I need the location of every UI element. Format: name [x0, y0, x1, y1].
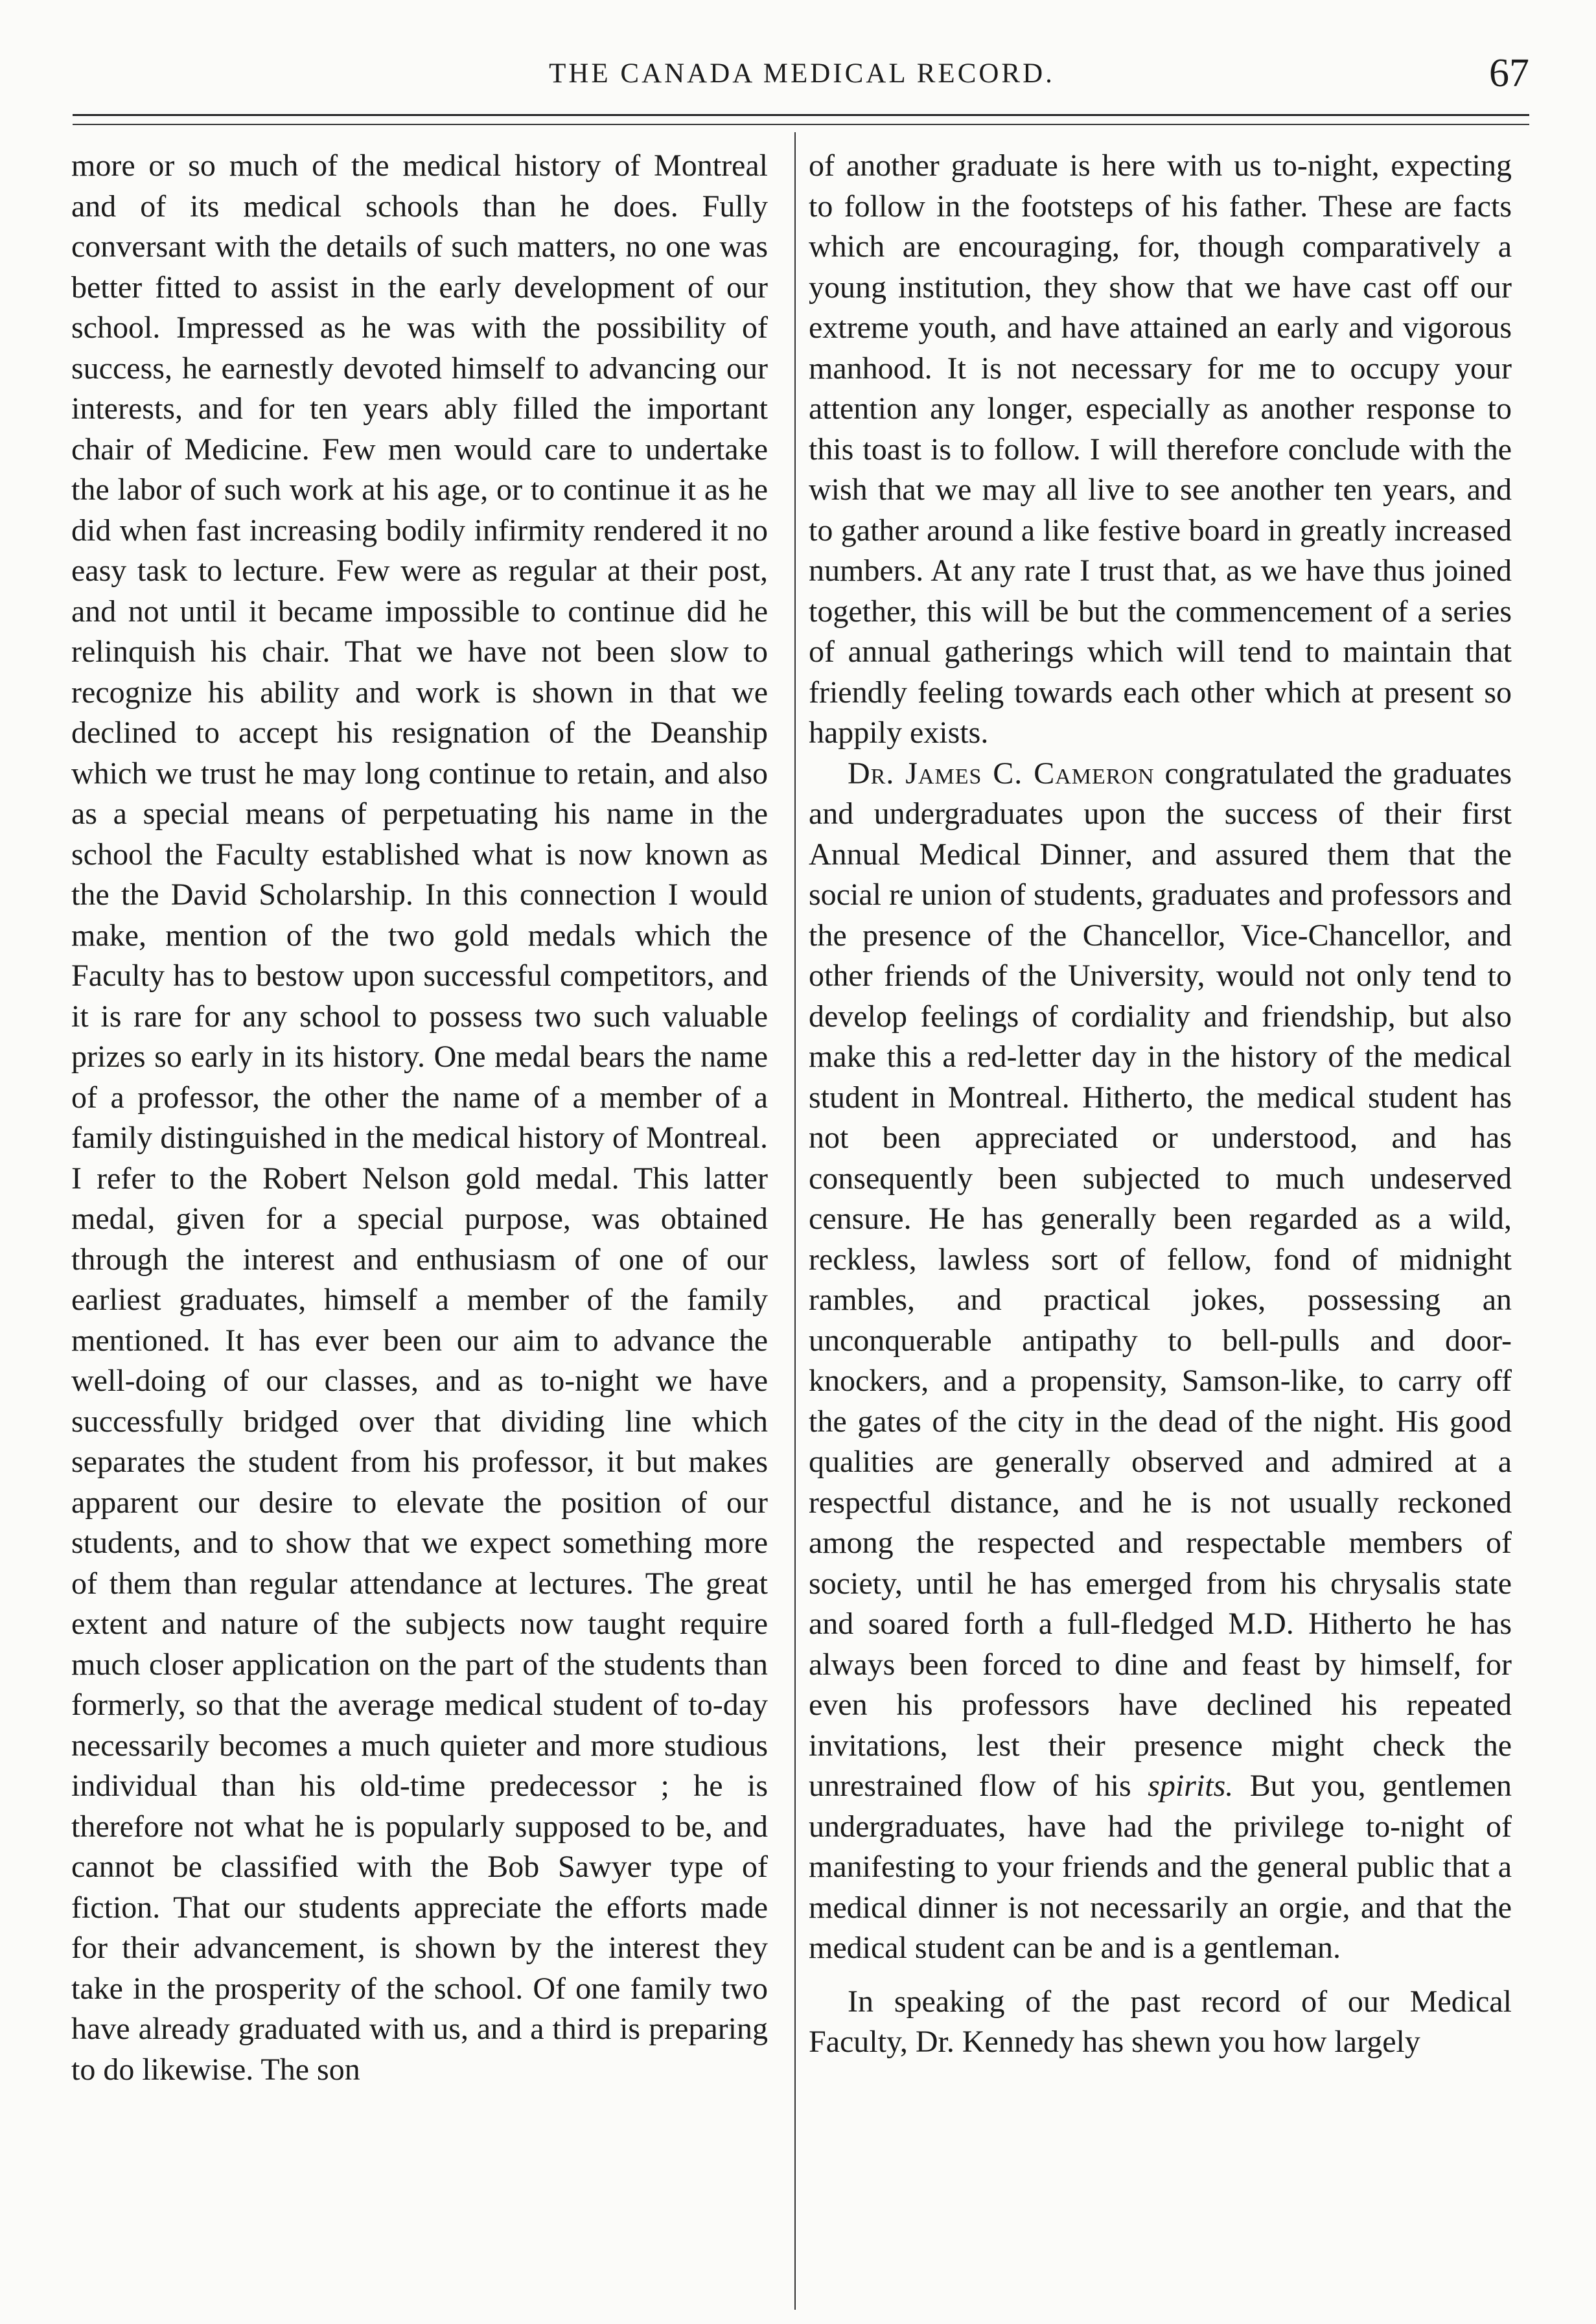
- right-column: [809, 146, 1512, 2314]
- left-paragraph-1: more or so much of the medical history of Montreal and of its medical schools than he does. Fully conversant with the details of such matters, no one was better fitted to assist in the early development of our school. Impressed as he was with the possibility of success, he earnestly devoted himself to advancing our interests, and for ten years ably filled the important chair of Medicine. Few men would care to undertake the labor of such work at his age, or to continue it as he did when fast increasing bodily infirmity rendered it no easy task to lecture. Few were as regular at their post, and not until it became impossible to continue did he relinquish his chair. That we have not been slow to recognize his ability and work is shown in that we declined to accept his resignation of the Deanship which we trust he may long continue to retain, and also as a special means of perpetuating his name in the school the Faculty established what is now known as the the David Scholarship. In this connection I would make, mention of the two gold medals which the Faculty has to bestow upon successful competitors, and it is rare for any school to possess two such valuable prizes so early in its history. One medal bears the name of a professor, the other the name of a member of a family distinguished in the medical history of Montreal. I refer to the Robert Nelson gold medal. This latter medal, given for a special purpose, was obtained through the interest and enthusiasm of one of our earliest graduates, himself a member of the family mentioned. It has ever been our aim to advance the well-doing of our classes, and as to-night we have successfully bridged over that dividing line which separates the student from his professor, it but makes apparent our desire to elevate the position of our students, and to show that we expect something more of them than regular attendance at lectures. The great extent and nature of the subjects now taught require much closer application on the part of the students than formerly, so that the average medical student of to-day necessarily becomes a much quieter and more studious individual than his old-time predecessor ; he is therefore not what he is popularly supposed to be, and cannot be classified with the Bob Sawyer type of fiction. That our students appreciate the efforts made for their advancement, is shown by the interest they take in the prosperity of the school. Of one family two have already graduated with us, and a third is preparing to do likewise. The son: [71, 148, 768, 2087]
- right-paragraph-2: [809, 754, 1512, 1969]
- paragraph-text-end: But you, gentlemen undergraduates, have had the privilege to-night of manifesting to your friends and the general public that a medical dinner is not necessarily an orgie, and that the medical student can be and is a gentleman.: [809, 1769, 1512, 1965]
- page-number: 67: [1489, 51, 1529, 95]
- right-paragraph-1: of another graduate is here with us to-night, expecting to follow in the footsteps of his father. These are facts which are encouraging, for, though comparatively a young institution, they show that we have cast off our extreme youth, and have attained an early and vigorous manhood. It is not necessary for me to occupy your attention any longer, especially as another response to this toast is to follow. I will therefore conclude with the wish that we may all live to see another ten years, and to gather around a like festive board in greatly increased numbers. At any rate I trust that, as we have thus joined together, this will be but the commencement of a series of annual gatherings which will tend to maintain that friendly feeling towards each other which at present so happily exists.: [809, 148, 1512, 750]
- right-paragraph-3: In speaking of the past record of our Medical Faculty, Dr. Kennedy has shewn you how largely: [809, 1984, 1512, 2059]
- speaker-name: Dr. James C. Cameron: [848, 756, 1155, 791]
- running-title: THE CANADA MEDICAL RECORD.: [549, 58, 1055, 89]
- left-column: [71, 146, 768, 2314]
- header-rule-secondary: [73, 124, 1529, 125]
- column-divider: [794, 132, 796, 2310]
- paragraph-text: congratulated the graduates and undergraduates upon the success of their first Annual Medical Dinner, and assured them that the social re union of students, graduates and professors and the presence of the Chancellor, Vice-Chancellor, and other friends of the University, would not only tend to develop feelings of cordiality and friendship, but also make this a red-letter day in the history of the medical student in Montreal. Hitherto, the medical student has not been appreciated or understood, and has consequently been subjected to much undeserved censure. He has generally been regarded as a wild, reckless, lawless sort of fellow, fond of midnight rambles, and practical jokes, possessing an unconquerable antipathy to bell-pulls and door-knockers, and a propensity, Samson-like, to carry off the gates of the city in the dead of the night. His good qualities are generally observed and admired at a respectful distance, and he is not usually reckoned among the respected and respectable members of society, until he has emerged from his chrysalis state and soared forth a full-fledged M.D. Hitherto he has always been forced to dine and feast by himself, for even his professors have declined his repeated invitations, lest their presence might check the unrestrained flow of his: [809, 756, 1512, 1803]
- italic-word: spirits.: [1148, 1769, 1234, 1803]
- header-rule: [73, 114, 1529, 116]
- page-header: [75, 51, 1529, 96]
